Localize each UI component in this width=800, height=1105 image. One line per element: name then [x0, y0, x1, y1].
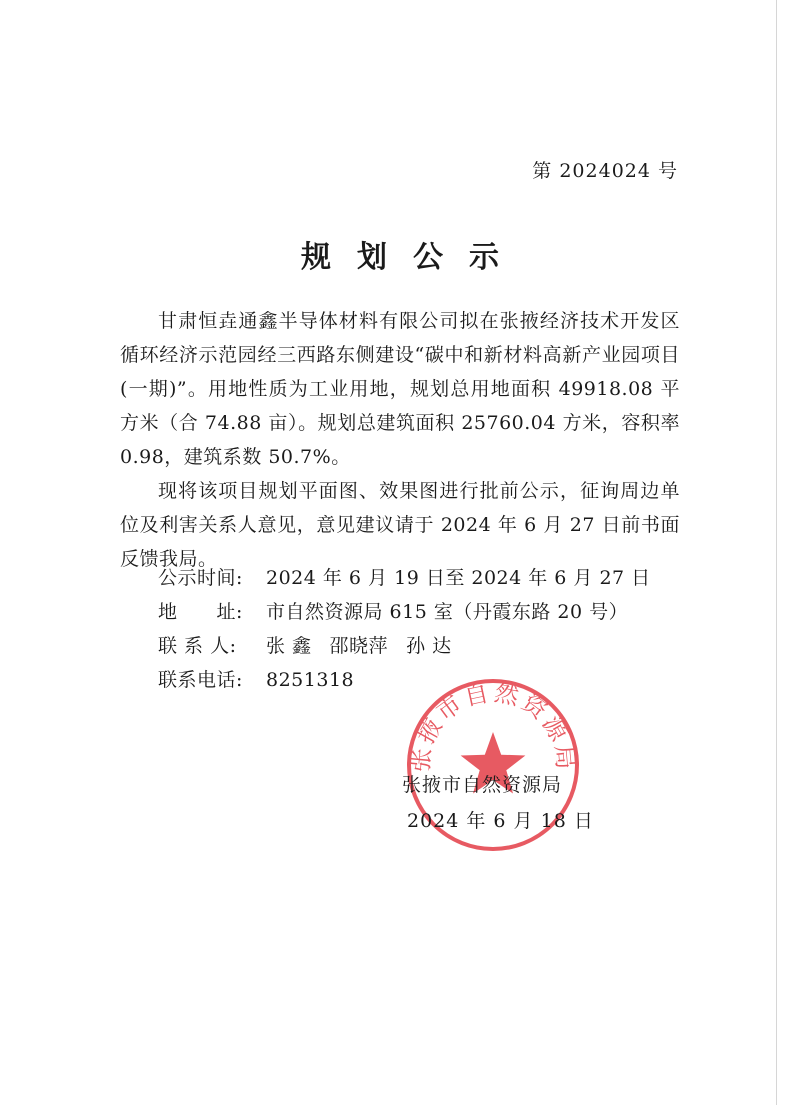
- issue-date: 2024 年 6 月 18 日: [407, 810, 594, 832]
- paragraph-project-description: 甘肃恒垚通鑫半导体材料有限公司拟在张掖经济技术开发区循环经济示范园经三西路东侧建设“碳中和新材料高新产业园项目(一期)”。用地性质为工业用地，规划总用地面积 49918.08 平方米（合 74.88 亩）。规划总建筑面积 25760.04 方米，容积率 0.98，建筑系数 50.7%。: [120, 310, 680, 468]
- time-value: 2024 年 6 月 19 日至 2024 年 6 月 27 日: [266, 567, 651, 589]
- contact-name: 孙 达: [406, 635, 452, 657]
- address-label: 地 址:: [158, 601, 243, 623]
- page-edge-line: [776, 0, 777, 1105]
- paragraph-feedback-request: 现将该项目规划平面图、效果图进行批前公示，征询周边单位及利害关系人意见，意见建议请于 2024 年 6 月 27 日前书面反馈我局。: [120, 480, 680, 570]
- contact-name: 邵晓萍: [329, 635, 389, 657]
- seal-text-path: 张掖市自然资源局: [406, 678, 580, 774]
- info-row-contacts: [158, 630, 470, 662]
- info-row-phone: [158, 664, 354, 696]
- contact-name: 张 鑫: [266, 635, 312, 657]
- info-row-address: [158, 596, 628, 628]
- phone-value: 8251318: [266, 669, 355, 691]
- info-row-time: [158, 562, 651, 594]
- time-label: 公示时间:: [158, 567, 243, 589]
- issuer-name: 张掖市自然资源局: [402, 774, 563, 796]
- address-value: 市自然资源局 615 室（丹霞东路 20 号）: [266, 601, 629, 623]
- phone-label: 联系电话:: [158, 669, 243, 691]
- contact-label: 联 系 人:: [158, 635, 237, 657]
- page-title: 规划公示: [301, 240, 525, 275]
- document-number: 第 2024024 号: [532, 160, 678, 182]
